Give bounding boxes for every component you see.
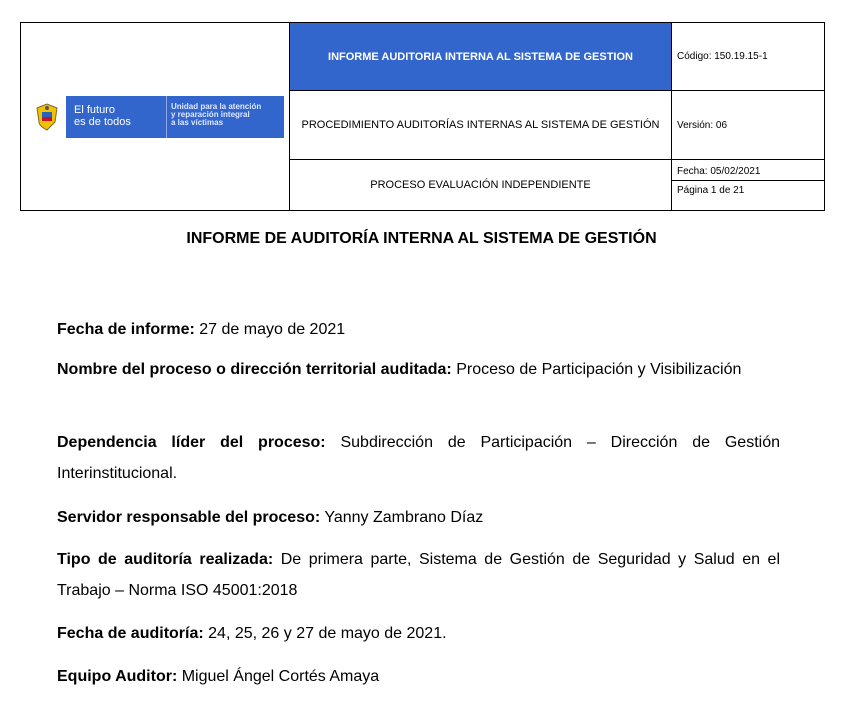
procedure-cell: PROCEDIMIENTO AUDITORÍAS INTERNAS AL SISTEMA DE GESTIÓN [290, 91, 672, 160]
report-title-cell: INFORME AUDITORIA INTERNA AL SISTEMA DE GESTION [290, 23, 672, 91]
field-audit-type: Tipo de auditoría realizada: De primera parte, Sistema de Gestión de Seguridad y Salud en el Trabajo – Norma ISO 45001:2018 [57, 551, 781, 599]
logo [28, 96, 284, 138]
logo-sub-text: Unidad para la atención y reparación integral a las víctimas [166, 96, 284, 138]
field-report-date: Fecha de informe: 27 de mayo de 2021 [57, 321, 346, 338]
logo-cell [21, 23, 290, 211]
field-audit-team: Equipo Auditor: Miguel Ángel Cortés Amaya [57, 668, 380, 685]
field-audit-date: Fecha de auditoría: 24, 25, 26 y 27 de mayo de 2021. [57, 625, 447, 642]
date-text: Fecha: 05/02/2021 [672, 163, 824, 181]
document-header [20, 22, 825, 211]
date-page-cell [672, 160, 825, 211]
code-cell: Código: 150.19.15-1 [672, 23, 825, 91]
field-process-name: Nombre del proceso o dirección territorial auditada: Proceso de Participación y Visibilización [57, 361, 742, 378]
process-cell: PROCESO EVALUACIÓN INDEPENDIENTE [290, 160, 672, 211]
page-number: Página 1 de 21 [677, 185, 745, 196]
field-responsible: Servidor responsable del proceso: Yanny Zambrano Díaz [57, 509, 484, 526]
field-lead-unit: Dependencia líder del proceso: Subdirección de Participación – Dirección de Gestión Interinstitucional. [57, 434, 780, 482]
logo-main-text: El futuro es de todos [66, 96, 166, 138]
version-cell: Versión: 06 [672, 91, 825, 160]
coat-of-arms-icon [28, 96, 66, 138]
document-title: INFORME DE AUDITORÍA INTERNA AL SISTEMA DE GESTIÓN [186, 230, 657, 247]
